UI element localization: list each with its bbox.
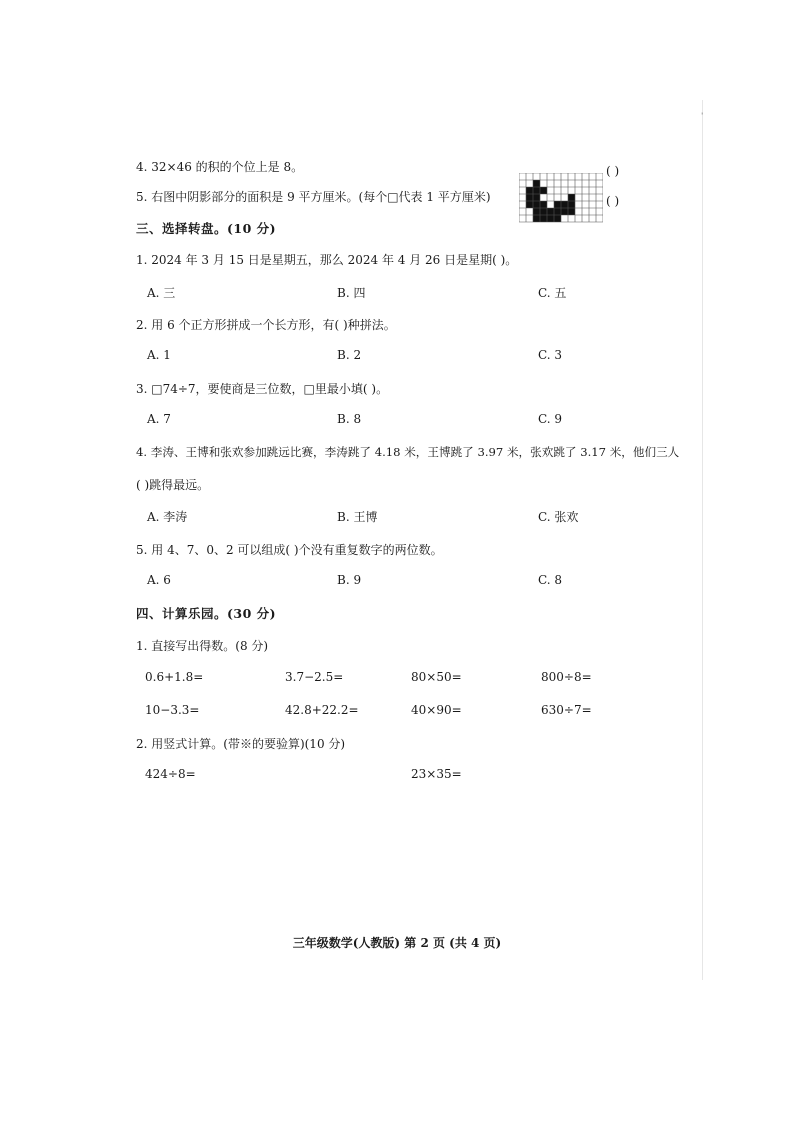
section-choice-title: 三、选择转盘。(10 分)	[136, 221, 277, 236]
choice-2-option-c[interactable]: C. 3	[538, 348, 563, 362]
judge-answer-paren-5[interactable]: ( )	[606, 194, 620, 208]
choice-1-option-c[interactable]: C. 五	[538, 286, 567, 300]
choice-question-5: 5. 用 4、7、0、2 可以组成( )个没有重复数字的两位数。	[136, 543, 443, 557]
page-fold-line	[702, 100, 703, 980]
calc-item: 3.7−2.5=	[285, 670, 344, 684]
choice-5-option-a[interactable]: A. 6	[147, 573, 171, 587]
shaded-cell	[554, 215, 561, 222]
calc-q1-title: 1. 直接写出得数。(8 分)	[136, 639, 269, 653]
calc-item: 42.8+22.2=	[285, 703, 359, 717]
choice-3-option-c[interactable]: C. 9	[538, 412, 563, 426]
shaded-cell	[526, 187, 533, 194]
shaded-cell	[568, 201, 575, 208]
choice-3-option-a[interactable]: A. 7	[147, 412, 171, 426]
choice-1-option-b[interactable]: B. 四	[337, 286, 366, 300]
choice-question-3: 3. □74÷7，要使商是三位数，□里最小填( )。	[136, 382, 389, 396]
choice-4-option-c[interactable]: C. 张欢	[538, 510, 579, 524]
margin-mark: ˈ	[701, 112, 704, 121]
shaded-cell	[533, 187, 540, 194]
choice-4-option-b[interactable]: B. 王博	[337, 510, 378, 524]
shaded-cell	[540, 215, 547, 222]
shaded-cell	[540, 187, 547, 194]
calc-item: 630÷7=	[541, 703, 592, 717]
section-calc-title: 四、计算乐园。(30 分)	[136, 606, 277, 621]
calc-item: 10−3.3=	[145, 703, 200, 717]
shaded-cell	[533, 201, 540, 208]
calc-item: 40×90=	[411, 703, 462, 717]
shaded-cell	[533, 215, 540, 222]
page-footer: 三年级数学(人教版) 第 2 页 (共 4 页)	[292, 936, 502, 950]
choice-2-option-a[interactable]: A. 1	[147, 348, 171, 362]
choice-question-1: 1. 2024 年 3 月 15 日是星期五，那么 2024 年 4 月 26 日是星期( )。	[136, 253, 518, 267]
judge-answer-paren-4[interactable]: ( )	[606, 164, 620, 178]
choice-4-option-a[interactable]: A. 李涛	[147, 510, 188, 524]
choice-question-4-line2: ( )跳得最远。	[136, 478, 210, 492]
choice-question-4: 4. 李涛、王博和张欢参加跳远比赛，李涛跳了 4.18 米，王博跳了 3.97 米，张欢跳了 3.17 米，他们三人	[136, 445, 680, 459]
choice-2-option-b[interactable]: B. 2	[337, 348, 362, 362]
shaded-grid-figure	[519, 173, 603, 225]
calc-vertical-item: 23×35=	[411, 767, 462, 781]
shaded-cell	[540, 208, 547, 215]
shaded-cell	[554, 201, 561, 208]
choice-5-option-c[interactable]: C. 8	[538, 573, 563, 587]
choice-1-option-a[interactable]: A. 三	[147, 286, 176, 300]
calc-item: 800÷8=	[541, 670, 592, 684]
judge-question-5: 5. 右图中阴影部分的面积是 9 平方厘米。(每个□代表 1 平方厘米)	[136, 190, 491, 204]
shaded-cell	[568, 194, 575, 201]
shaded-cell	[547, 208, 554, 215]
shaded-cell	[526, 194, 533, 201]
shaded-cell	[533, 194, 540, 201]
judge-question-4: 4. 32×46 的积的个位上是 8。	[136, 160, 304, 174]
shaded-cell	[533, 180, 540, 187]
calc-item: 80×50=	[411, 670, 462, 684]
choice-question-2: 2. 用 6 个正方形拼成一个长方形，有( )种拼法。	[136, 318, 396, 332]
calc-q2-title: 2. 用竖式计算。(带※的要验算)(10 分)	[136, 737, 346, 751]
calc-item: 0.6+1.8=	[145, 670, 204, 684]
shaded-cell	[561, 201, 568, 208]
shaded-cell	[526, 201, 533, 208]
shaded-cell	[547, 215, 554, 222]
shaded-cell	[554, 208, 561, 215]
shaded-cell	[568, 208, 575, 215]
choice-3-option-b[interactable]: B. 8	[337, 412, 362, 426]
shaded-cell	[533, 208, 540, 215]
shaded-cell	[561, 208, 568, 215]
calc-vertical-item: 424÷8=	[145, 767, 196, 781]
shaded-cell	[540, 201, 547, 208]
choice-5-option-b[interactable]: B. 9	[337, 573, 362, 587]
